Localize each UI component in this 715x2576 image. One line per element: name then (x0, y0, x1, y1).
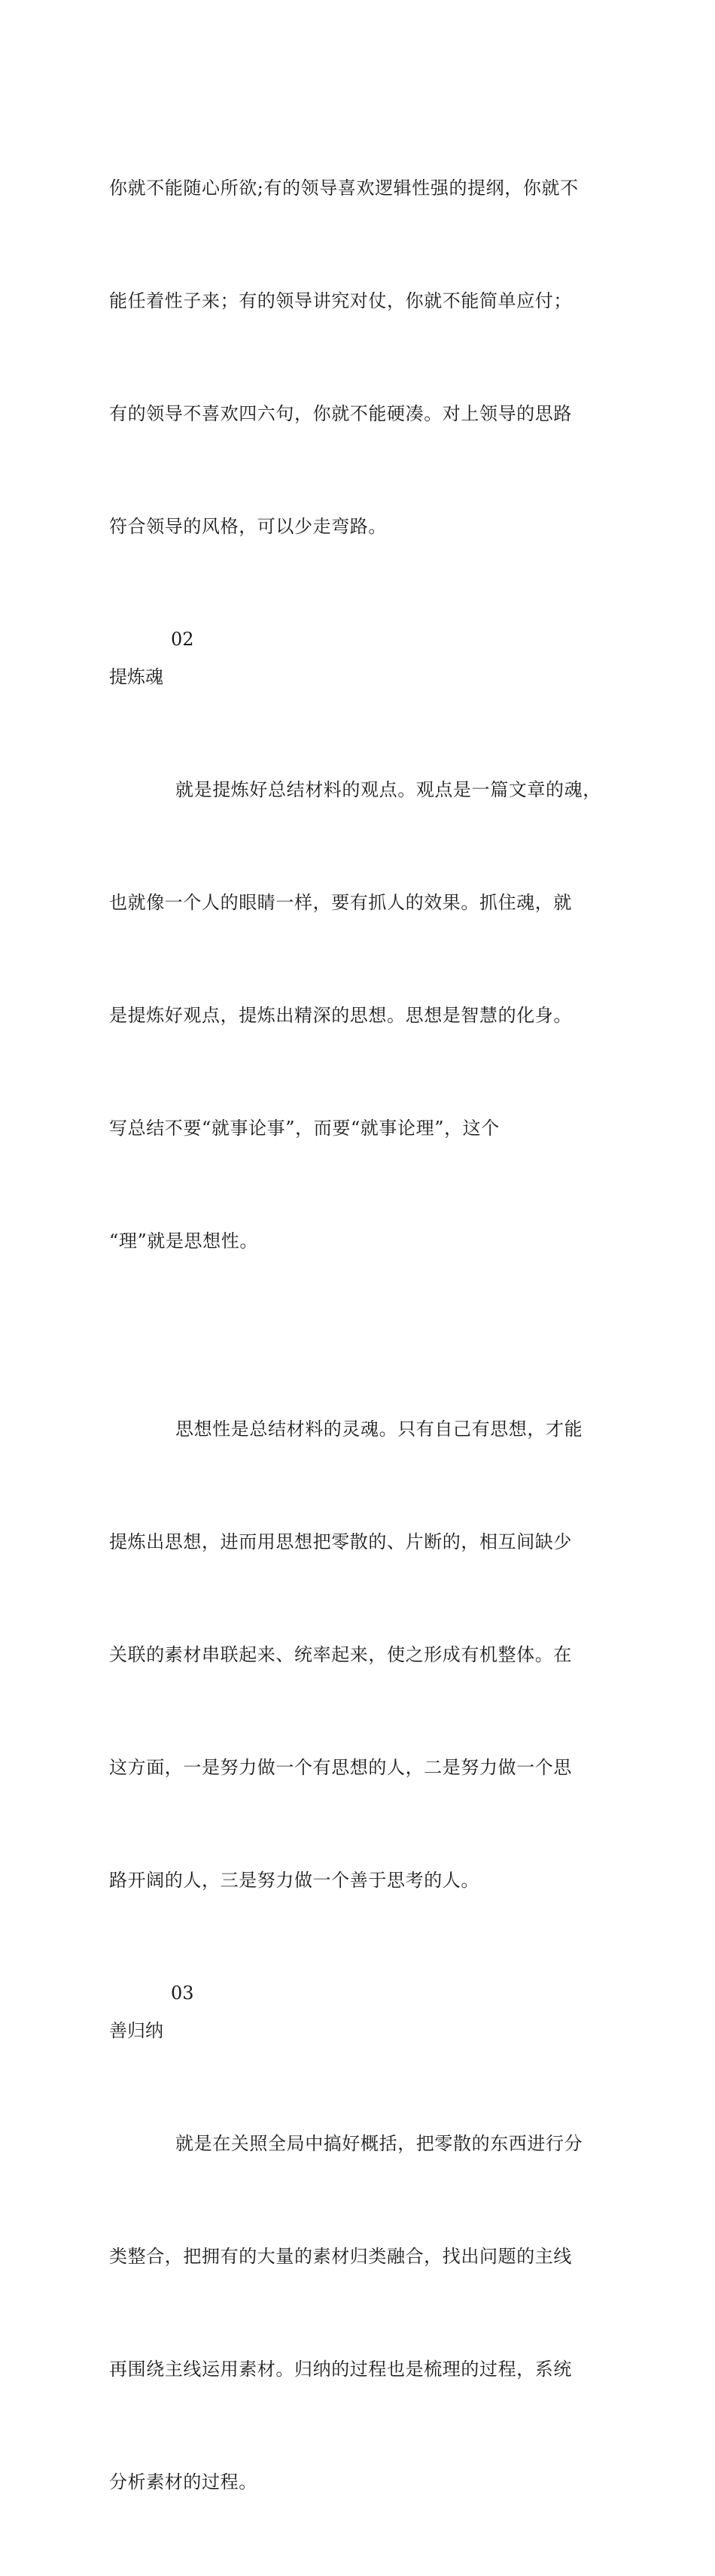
text-line: 是提炼好观点，提炼出精深的思想。思想是智慧的化身。 (109, 1005, 572, 1026)
section-number: 02 (171, 629, 194, 650)
section2-paragraph-1 (109, 696, 610, 1335)
text-line: 符合领导的风格，可以少走弯路。 (109, 516, 387, 537)
text-line: 再围绕主线运用素材。归纳的过程也是梳理的过程，系统 (109, 2359, 572, 2380)
text-line: 就是提炼好总结材料的观点。观点是一篇文章的魂， (175, 779, 601, 800)
section-title: 善归纳 (109, 2020, 163, 2041)
intro-paragraph (109, 94, 610, 620)
text-line: 能任着性子来；有的领导讲究对仗，你就不能简单应付； (109, 290, 572, 311)
text-line: 类整合，把拥有的大量的素材归类融合，找出问题的主线 (109, 2246, 572, 2267)
text-line: 思想性是总结材料的灵魂。只有自己有思想，才能 (175, 1418, 583, 1440)
text-line: 提炼出思想，进而用思想把零散的、片断的，相互间缺少 (109, 1531, 572, 1552)
text-line: 也就像一个人的眼睛一样，要有抓人的效果。抓住魂，就 (109, 892, 572, 913)
section3-paragraph-1 (109, 2050, 610, 2576)
text-line: 关联的素材串联起来、统率起来，使之形成有机整体。在 (109, 1644, 572, 1665)
document-page (109, 94, 610, 2576)
text-line: 就是在关照全局中搞好概括，把零散的东西进行分 (175, 2133, 583, 2154)
text-line: 写总结不要“就事论事”，而要“就事论理”，这个 (109, 1118, 500, 1139)
text-line: 你就不能随心所欲;有的领导喜欢逻辑性强的提纲，你就不 (109, 177, 579, 199)
section-number: 03 (171, 1983, 194, 2004)
text-line: 这方面，一是努力做一个有思想的人，二是努力做一个思 (109, 1757, 572, 1778)
section2-paragraph-2 (109, 1335, 610, 1974)
section-title: 提炼魂 (109, 666, 163, 687)
text-line: 路开阔的人，三是努力做一个善于思考的人。 (109, 1870, 479, 1891)
text-line: 有的领导不喜欢四六句，你就不能硬凑。对上领导的思路 (109, 403, 572, 424)
text-line: 分析素材的过程。 (109, 2471, 257, 2493)
text-line: “理”就是思想性。 (109, 1230, 258, 1252)
